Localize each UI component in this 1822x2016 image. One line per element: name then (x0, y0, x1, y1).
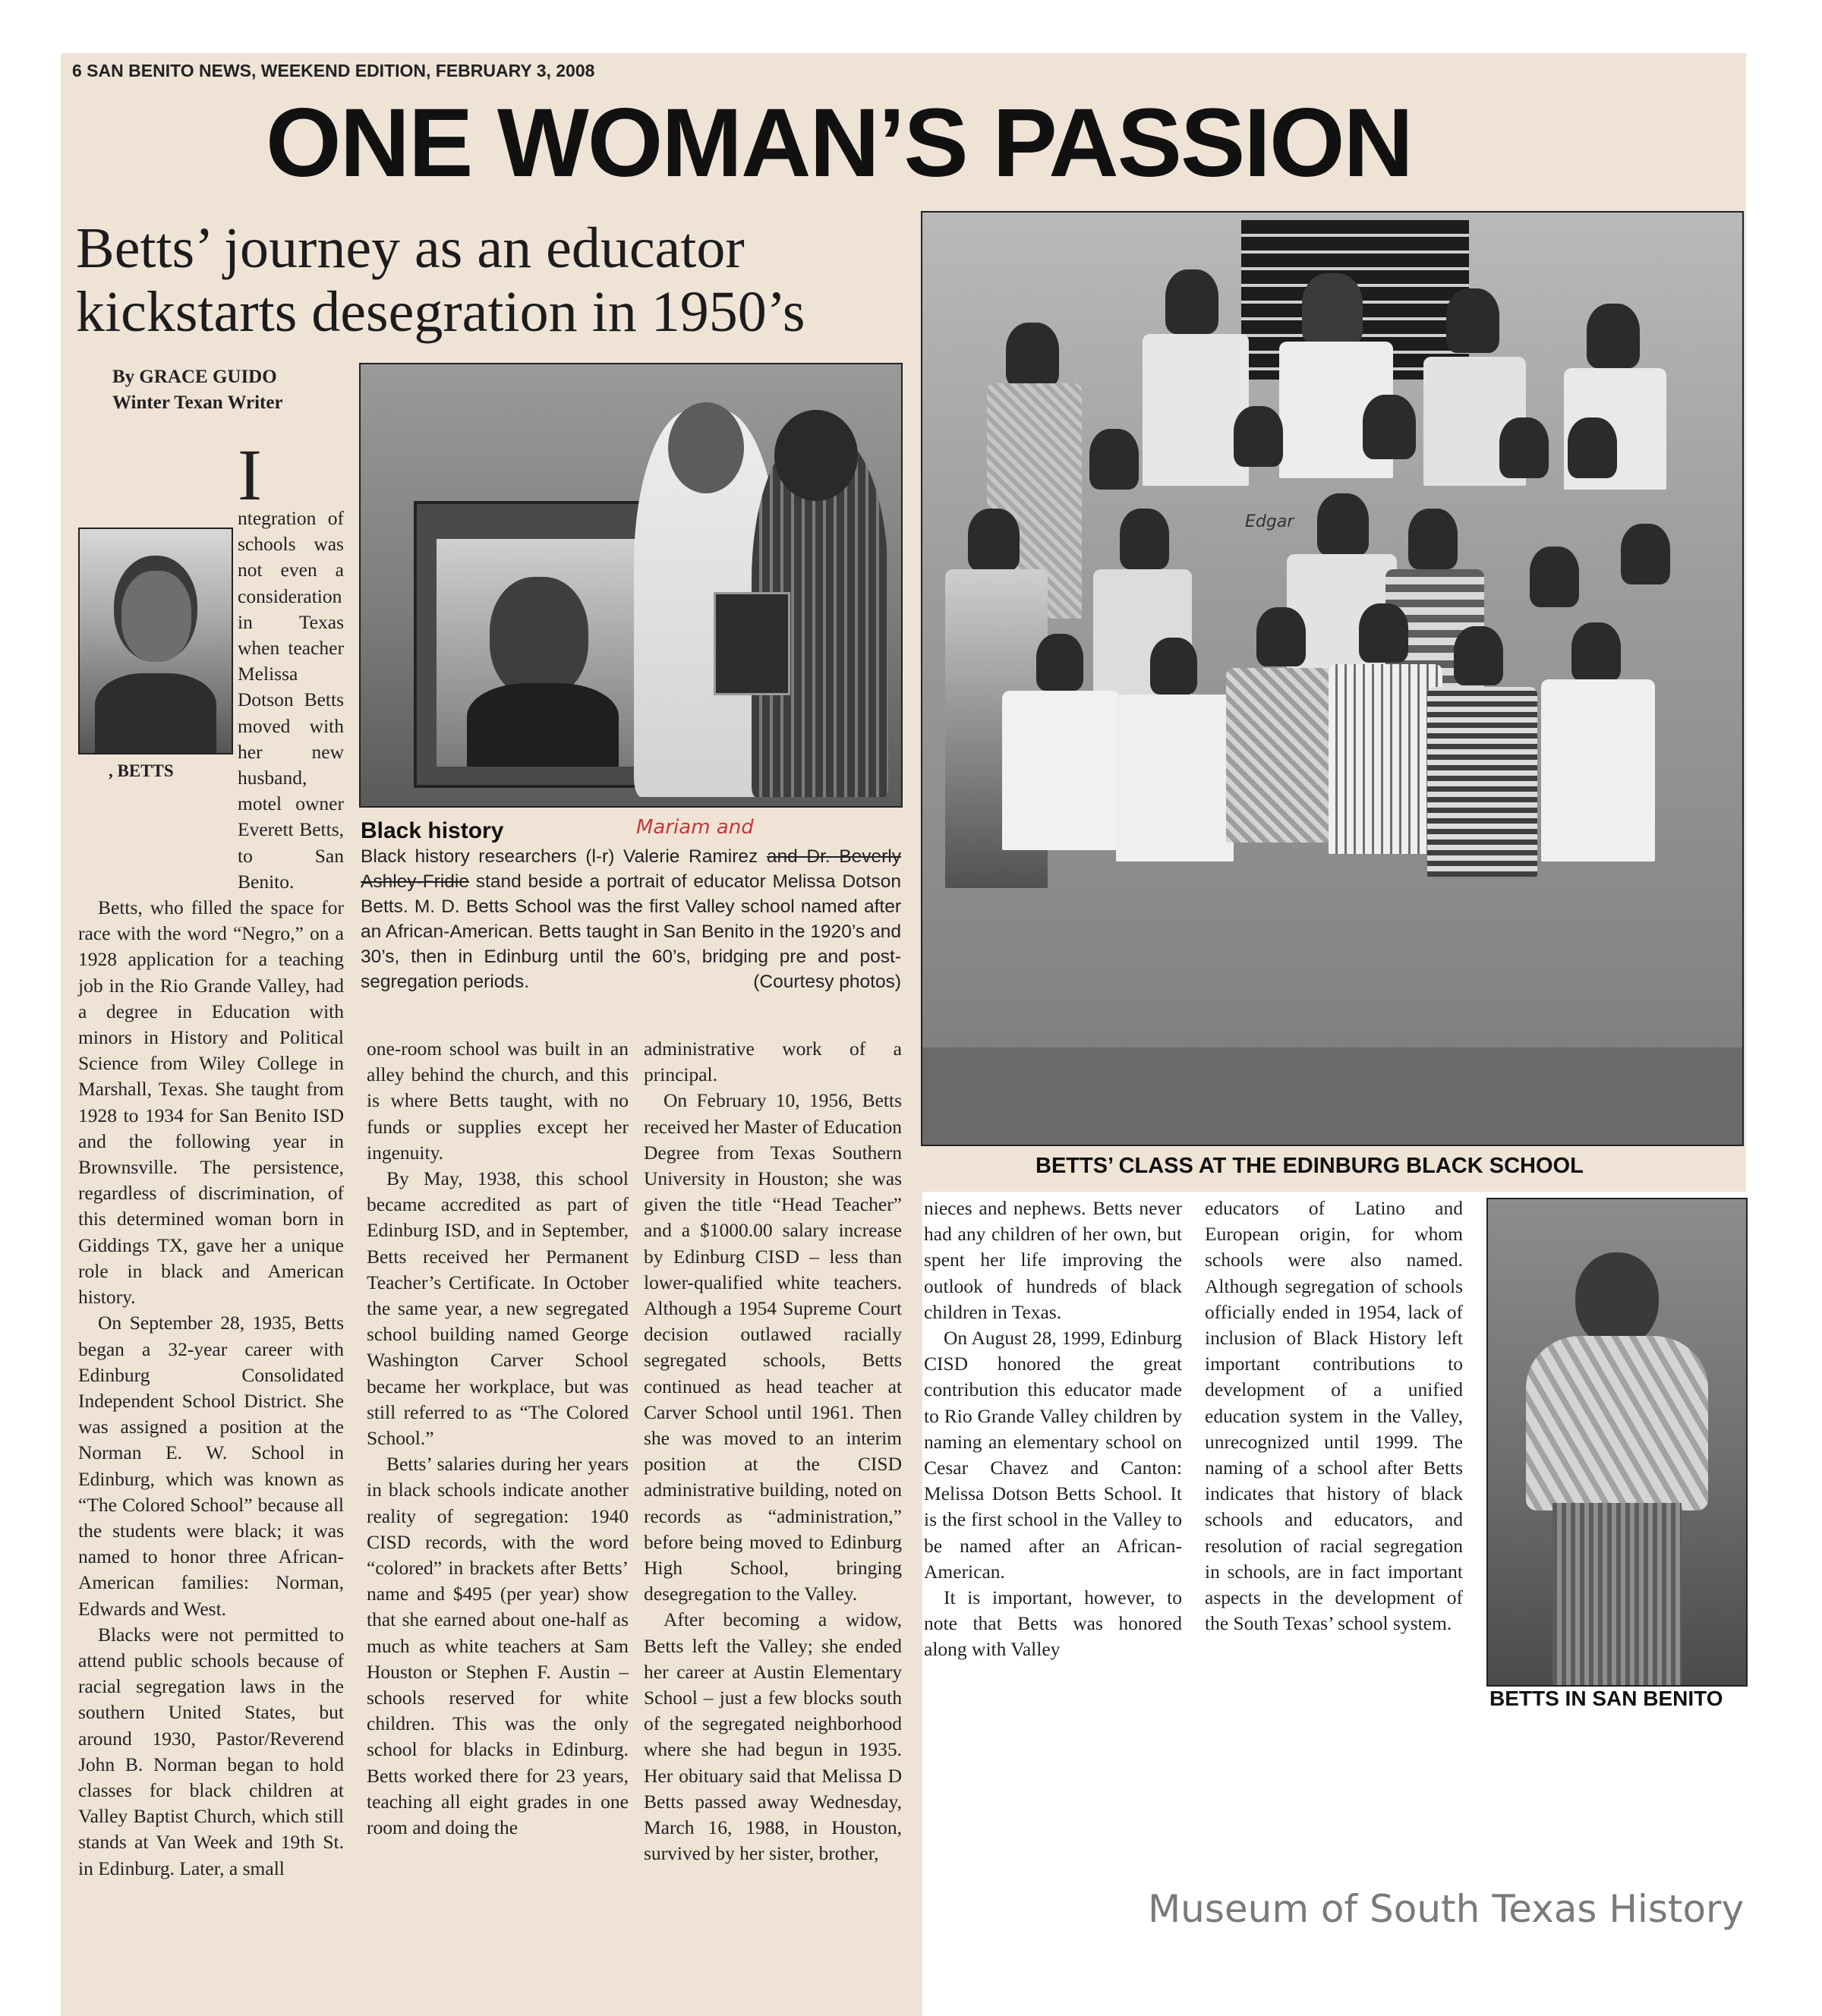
wrap-spacer (78, 522, 238, 871)
subheadline (76, 216, 911, 344)
drop-cap: I (238, 434, 262, 515)
paragraph: Blacks were not permitted to attend public schools because of racial segregation laws in the southern United States, but around 1930, Pastor/Reverend John B. Norman began to hold classes for black children at Valley Baptist Church, which still stands at Van Week and 19th St. in Edinburg. Later, a small (78, 1623, 344, 1879)
column-2 (367, 1036, 629, 1841)
class-photo (921, 211, 1744, 1146)
paragraph: It is important, however, to note that Betts was honored along with Valley (924, 1586, 1182, 1661)
paragraph: one-room school was built in an alley behind the church, and this is where Betts taught, with no funds or supplies except her ingenuity. (367, 1038, 629, 1164)
portrait-label: , BETTS (109, 761, 174, 780)
byline (112, 364, 283, 416)
caption-text-b: stand beside a portrait of educator Melissa Dotson Betts. M. D. Betts School was the first Valley school named after an African-American. Betts taught in San Benito in the 1920’s and 30’s, then in Edinburg until the 60’s, bridging pre and post-segregation periods. (361, 871, 901, 992)
caption-title: Black history (361, 818, 504, 843)
column-5 (1205, 1195, 1463, 1636)
museum-watermark: Museum of South Texas History (1148, 1887, 1745, 1931)
headline: ONE WOMAN’S PASSION (266, 89, 1412, 197)
subhead-line-2: kickstarts desegration in 1950’s (76, 280, 805, 344)
byline-author: By GRACE GUIDO (112, 367, 277, 387)
betts-san-benito-photo (1486, 1198, 1748, 1687)
class-photo-caption: BETTS’ CLASS AT THE EDINBURG BLACK SCHOOL (1036, 1154, 1584, 1178)
column-1 (78, 434, 344, 2011)
photo-credit: (Courtesy photos) (753, 972, 901, 992)
paragraph: educators of Latino and European origin, for whom schools were also named. Although segregation of schools officially ended in 1954, lack of inclusion of Black History left important contributions to development of a unified education system in the Valley, unrecognized until 1999. The naming of a school after Betts indicates that history of black schools and educators, and resolution of racial segregation in schools, are in fact important aspects in the development of the South Texas’ school system. (1205, 1197, 1463, 1635)
paragraph: Betts’ salaries during her years in black schools indicate another reality of segregation: 1940 CISD records, with the word “colored” in brackets after Betts’ name and $495 (per year) show that she earned about one-half as much as white teachers at Sam Houston or Stephen F. Austin – schools reserved for white children. This was the only school for blacks in Edinburg. Betts worked there for 23 years, teaching all eight grades in one room and doing the (367, 1453, 629, 1839)
caption-text (361, 844, 901, 994)
researchers-photo (359, 363, 903, 808)
black-history-caption (361, 818, 901, 994)
paragraph: On February 10, 1956, Betts received her Master of Education Degree from Texas Southern University in Houston; she was given the title “Head Teacher” and a $1000.00 salary increase by Edinburg CISD – less than lower-qualified white teachers. Although a 1954 Supreme Court decision outlawed racially segregated schools, Betts continued as head teacher at Carver School until 1961. Then she was moved to an interim position at the CISD administrative building, noted on records as “administration,” before being moved to Edinburg High School, bringing desegregation to the Valley. (644, 1089, 902, 1605)
byline-title: Winter Texan Writer (112, 392, 283, 413)
paragraph: On September 28, 1935, Betts began a 32-year career with Edinburg Consolidated Independent School District. She was assigned a position at the Norman E. W. School in Edinburg, which was known as “The Colored School” because all the students were black; it was named to honor three African-American families: Norman, Edwards and West. (78, 1312, 344, 1620)
paragraph-text: ntegration of schools was not even a consideration in Texas when teacher Melissa Dotson Betts moved with her new husband, motel owner Everett Betts, to San Benito. (238, 507, 344, 893)
paragraph: nieces and nephews. Betts never had any children of her own, but spent her life improving the outlook of hundreds of black children in Texas. (924, 1197, 1182, 1323)
folio-line: 6 SAN BENITO NEWS, WEEKEND EDITION, FEBRUARY 3, 2008 (72, 61, 595, 80)
paragraph: administrative work of a principal. (644, 1038, 902, 1086)
column-3 (644, 1036, 902, 1867)
caption-text-a: Black history researchers (l-r) Valerie Ramirez (361, 846, 767, 867)
column-4 (924, 1195, 1182, 1663)
handwritten-annotation: Mariam and (636, 816, 754, 839)
edgar-annotation: Edgar (1245, 512, 1294, 531)
paragraph: On August 28, 1999, Edinburg CISD honored the great contribution this educator made to Rio Grande Valley children by naming an elementary school on Cesar Chavez and Canton: Melissa Dotson Betts School. It is the first school in the Valley to be named after an African-American. (924, 1327, 1182, 1583)
subhead-line-1: Betts’ journey as an educator (76, 216, 745, 280)
struck-names: and Dr. Beverly Ashley-Fridie (361, 846, 901, 892)
san-benito-caption: BETTS IN SAN BENITO (1489, 1687, 1723, 1710)
paragraph: Betts, who filled the space for race with the word “Negro,” on a 1928 application for a teaching job in the Rio Grande Valley, had a degree in Education with minors in History and Political Science from Wiley College in Marshall, Texas. She taught from 1928 to 1934 for San Benito ISD and the following year in Brownsville. The persistence, regardless of discrimination, of this determined woman born in Giddings TX, gave her a unique role in black and American history. (78, 896, 344, 1309)
paragraph: After becoming a widow, Betts left the Valley; she ended her career at Austin Elementary School – just a few blocks south of the segregated neighborhood where she had begun in 1935. Her obituary said that Melissa D Betts passed away Wednesday, March 16, 1988, in Houston, survived by her sister, brother, (644, 1608, 902, 1865)
paragraph: By May, 1938, this school became accredited as part of Edinburg ISD, and in September, Betts received her Permanent Teacher’s Certificate. In October the same year, a new segregated school building named George Washington Carver School became her workplace, but was still referred to as “The Colored School.” (367, 1167, 629, 1450)
